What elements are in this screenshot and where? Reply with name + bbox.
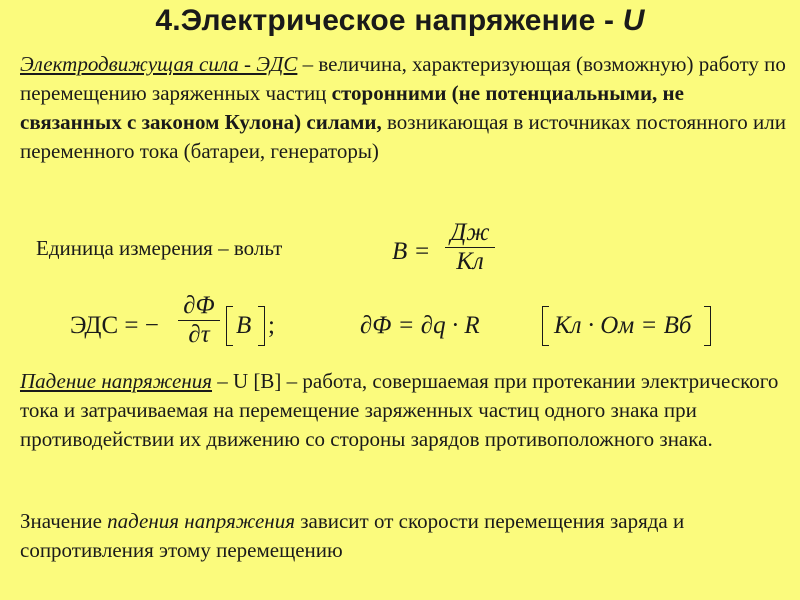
emf-denominator: ∂τ — [188, 321, 210, 348]
dependence-text-2: зависит от скорости перемещения заряда и сопротивления этому перемещению — [20, 509, 685, 562]
units-formula: Кл · Ом = Вб — [554, 312, 692, 339]
volt-formula-fraction — [445, 219, 495, 276]
emf-bold-text: сторонними (не потенциальными, не связанных с законом Кулона) силами, — [20, 81, 684, 134]
left-bracket — [226, 306, 233, 346]
emf-text-2: возникающая в источниках постоянного или переменного тока (батареи, генераторы) — [20, 110, 786, 163]
dependence-statement — [20, 507, 790, 565]
emf-tail: ; — [268, 312, 275, 339]
left-bracket — [542, 306, 549, 346]
dependence-italic: падения напряжения — [107, 509, 295, 533]
right-bracket — [704, 306, 711, 346]
voltage-drop-text: – U [В] – работа, совершаемая при протекании электрического тока и затрачиваемая на перемещение заряженных частиц одного знака при противодействии их движению со стороны зарядов противоположного знака. — [20, 369, 779, 451]
voltage-drop-definition — [20, 367, 790, 454]
flux-formula: ∂Φ = ∂q · R — [360, 312, 480, 339]
slide-title — [0, 4, 800, 38]
emf-formula-lhs: ЭДС = − — [70, 312, 159, 339]
emf-definition — [20, 50, 790, 166]
emf-text-1: – величина, характеризующая (возможную) работу по перемещению заряженных частиц — [20, 52, 786, 105]
title-symbol: U — [622, 4, 645, 37]
emf-formula-fraction — [178, 292, 220, 349]
volt-denominator: Кл — [456, 248, 484, 275]
right-bracket — [258, 306, 265, 346]
volt-formula-lhs: В = — [392, 238, 431, 265]
title-text: 4.Электрическое напряжение - — [155, 4, 623, 37]
emf-numerator: ∂Φ — [183, 292, 215, 319]
dependence-text-1: Значение — [20, 509, 108, 533]
volt-numerator: Дж — [450, 219, 490, 246]
emf-unit: В — [236, 312, 252, 339]
unit-label: Единица измерения – вольт — [36, 236, 283, 260]
emf-term: Электродвижущая сила - ЭДС — [20, 52, 298, 76]
voltage-drop-term: Падение напряжения — [20, 369, 213, 393]
